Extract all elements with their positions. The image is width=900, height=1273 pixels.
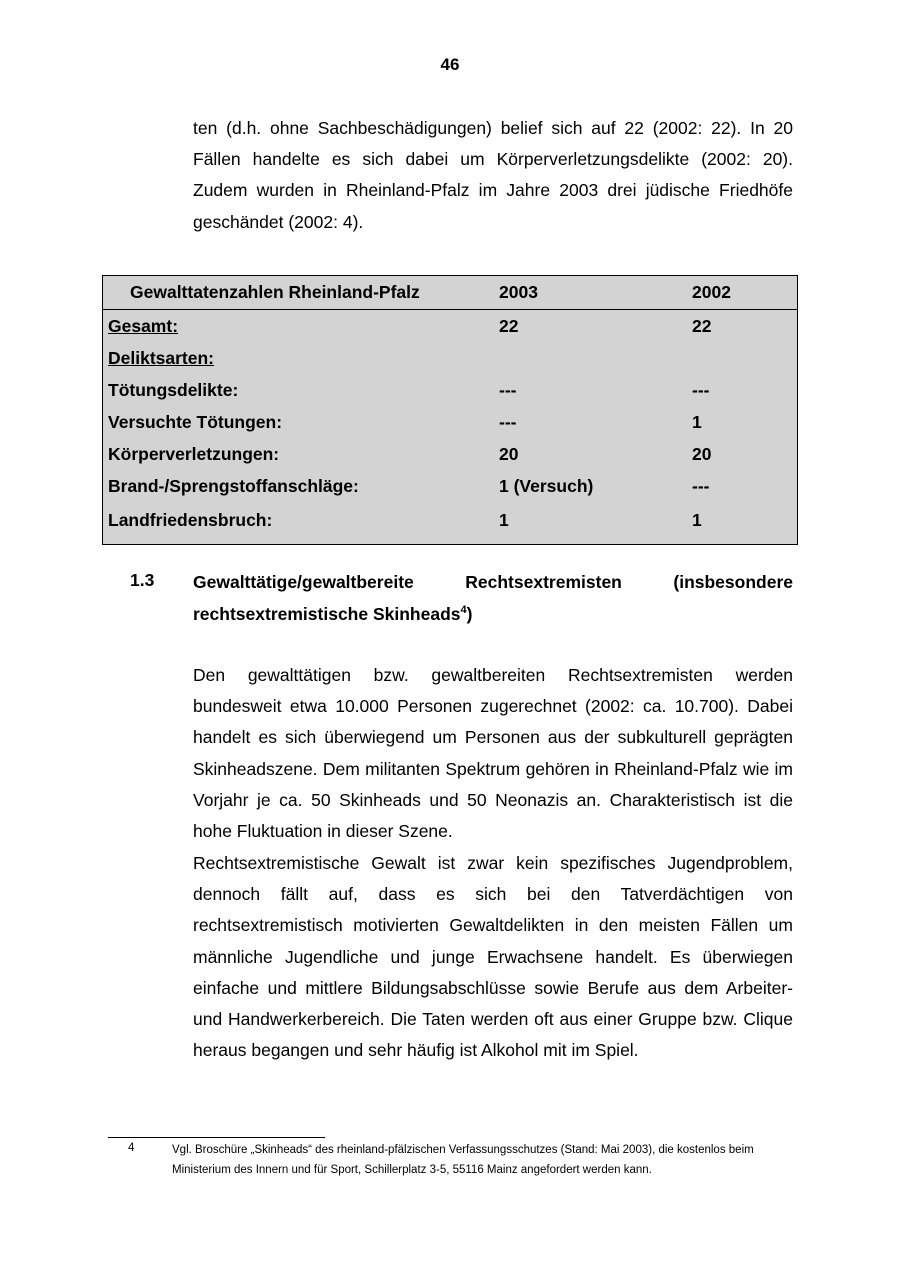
- table-row: [103, 374, 798, 406]
- row-value-2003: 20: [499, 443, 519, 464]
- footnote-divider: [108, 1137, 325, 1138]
- row-value-2003: ---: [499, 379, 517, 400]
- section-title-text: Gewalttätige/gewaltbereite Rechtsextremisten (insbesondere rechtsextremistische Skinheads: [193, 572, 793, 624]
- body-paragraph: Den gewalttätigen bzw. gewaltbereiten Rechtsextremisten werden bundesweit etwa 10.000 Personen zugerechnet (2002: ca. 10.700). Dabei handelt es sich überwiegend um Personen aus der subkulturell geprägten Skinheadszene. Dem militanten Spektrum gehören in Rheinland-Pfalz wie im Vorjahr je ca. 50 Skinheads und 50 Neonazis an. Charakteristisch ist die hohe Fluktuation in dieser Szene.: [193, 665, 793, 842]
- page-number: 46: [440, 55, 460, 74]
- footnote-number: 4: [128, 1142, 135, 1154]
- table-row: [103, 438, 798, 470]
- row-label: Gesamt:: [108, 315, 179, 336]
- table-row: [103, 406, 798, 438]
- row-label: Versuchte Tötungen:: [108, 411, 283, 432]
- intro-paragraph: ten (d.h. ohne Sachbeschädigungen) belief sich auf 22 (2002: 22). In 20 Fällen handelte es sich dabei um Körperverletzungsdelikte (2002: 20). Zudem wurden in Rheinland-Pfalz im Jahre 2003 drei jüdische Friedhöfe geschändet (2002: 4).: [193, 118, 793, 232]
- table-row: [103, 310, 798, 343]
- section-number: 1.3: [130, 570, 155, 590]
- table-row: [103, 342, 798, 374]
- row-value-2003: ---: [499, 411, 517, 432]
- row-label: Landfriedensbruch:: [108, 509, 273, 530]
- table-header-2002: 2002: [687, 276, 798, 310]
- row-value-2002: 22: [692, 315, 712, 336]
- footnote-reference: 4: [460, 604, 467, 617]
- row-value-2002: 1: [692, 411, 702, 432]
- row-label: Körperverletzungen:: [108, 443, 280, 464]
- row-label: Brand-/Sprengstoffanschläge:: [108, 475, 359, 496]
- row-value-2003: [490, 342, 687, 374]
- body-paragraph: Rechtsextremistische Gewalt ist zwar kein spezifisches Jugendproblem, dennoch fällt auf, dass es sich bei den Tatverdächtigen von rechtsextremistisch motivierten Gewaltdelikten in den meisten Fällen um männliche Jugendliche und junge Erwachsene handelt. Es überwiegen einfache und mittlere Bildungsabschlüsse sowie Berufe aus dem Arbeiter- und Handwerkerbereich. Die Taten werden oft aus einer Gruppe bzw. Clique heraus begangen und sehr häufig ist Alkohol mit im Spiel.: [193, 853, 793, 1061]
- table-header-row: [103, 276, 798, 310]
- footnote-text: Vgl. Broschüre „Skinheads“ des rheinland-pfälzischen Verfassungsschutzes (Stand: Mai 2003), die kostenlos beim Ministerium des Innern und für Sport, Schillerplatz 3-5, 55116 Mainz angefordert werden kann.: [172, 1144, 754, 1176]
- table-header-category: Gewalttatenzahlen Rheinland-Pfalz: [103, 276, 491, 310]
- section-title-close: ): [466, 604, 473, 624]
- row-value-2002: ---: [692, 379, 710, 400]
- table-header-2003: 2003: [490, 276, 687, 310]
- table-row: [103, 470, 798, 502]
- row-value-2002: [687, 342, 798, 374]
- row-value-2002: ---: [692, 475, 710, 496]
- table-row: [103, 502, 798, 545]
- row-value-2003: 1 (Versuch): [499, 475, 594, 496]
- row-value-2003: 22: [499, 315, 519, 336]
- row-value-2002: 1: [692, 509, 702, 530]
- row-value-2002: 20: [692, 443, 712, 464]
- section-title: [193, 566, 793, 630]
- row-value-2003: 1: [499, 509, 509, 530]
- row-label: Deliktsarten:: [108, 347, 215, 368]
- violence-statistics-table: [102, 275, 798, 545]
- row-label: Tötungsdelikte:: [108, 379, 239, 400]
